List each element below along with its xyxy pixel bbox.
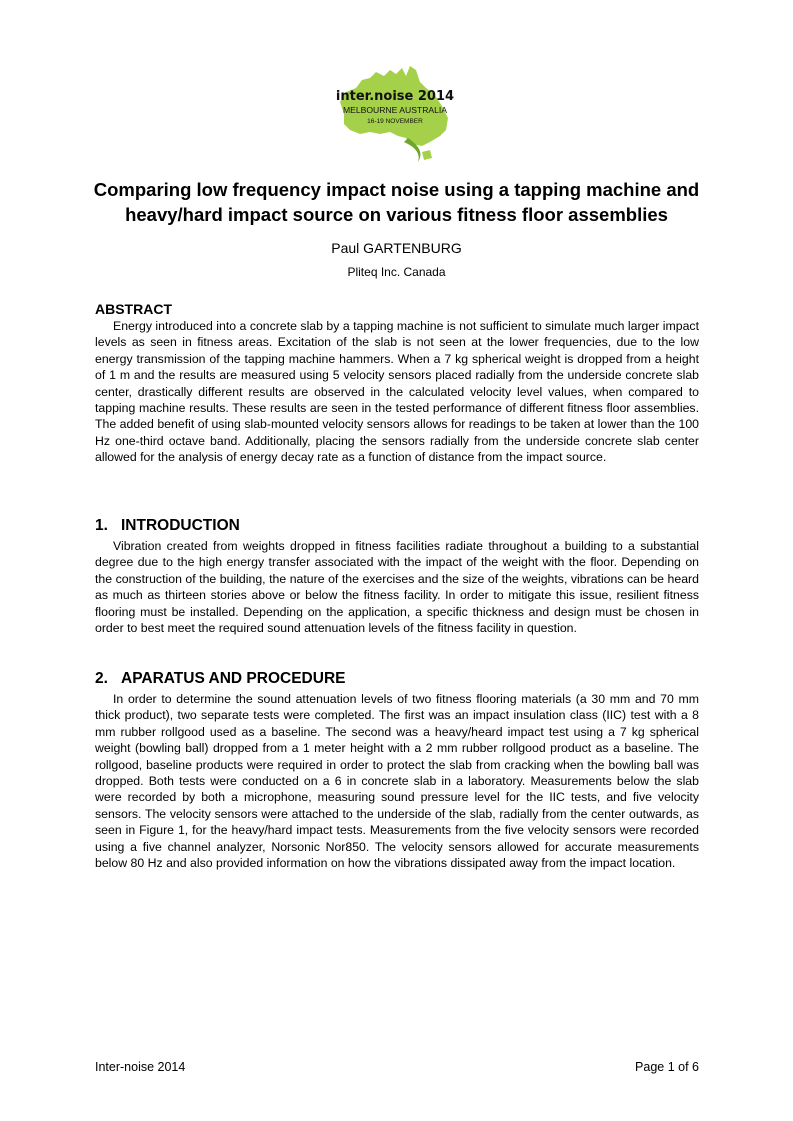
logo-line1: inter.noise 2014 — [335, 89, 455, 104]
section-number: 2. — [95, 670, 108, 687]
conference-logo — [330, 62, 460, 164]
section-title: INTRODUCTION — [121, 517, 240, 534]
footer-conference: Inter-noise 2014 — [95, 1060, 186, 1074]
footer-page-number: Page 1 of 6 — [635, 1060, 699, 1074]
australia-map-icon — [330, 62, 460, 164]
author-affiliation: Pliteq Inc. Canada — [347, 265, 446, 279]
section-apparatus — [95, 669, 699, 871]
section-heading — [95, 516, 699, 536]
section-introduction — [95, 516, 699, 636]
section-heading — [95, 669, 699, 689]
tasmania-shape — [422, 150, 432, 160]
section-text: Vibration created from weights dropped in fitness facilities radiate throughout a building to a substantial degree due to the high energy transfer associated with the impact of the weight with the floor. Depending on the construction of the building, the nature of the exercises and the size of the weights, vibrations can be heard as much as thirteen stories above or below the fitness facility. In order to mitigate this issue, resilient fitness flooring must be installed. Depending on the application, a specific thickness and design must be chosen in order to best meet the required sound attenuation levels of the fitness facility in question. — [95, 539, 699, 636]
paper-title: Comparing low frequency impact noise using a tapping machine and heavy/hard impact source on various fitness floor assemblies — [93, 179, 700, 225]
abstract-heading: ABSTRACT — [95, 301, 172, 317]
abstract-text: Energy introduced into a concrete slab by a tapping machine is not sufficient to simulate much larger impact levels as seen in fitness areas. Excitation of the slab is not seen at the lower frequencies, due to the low energy transmission of the tapping machine hammers. When a 7 kg spherical weight is dropped from a height of 1 m and the results are measured using 5 velocity sensors placed radially from the underside concrete slab center, drastically different results are observed in the calculated velocity level values, when compared to tapping machine results. These results are seen in the tested performance of different fitness floor assemblies. The added benefit of using slab-mounted velocity sensors allows for readings to be taken at lower than the 100 Hz one-third octave band. Additionally, placing the sensors radially from the underside concrete slab center allowed for the analysis of energy decay rate as a function of distance from the impact source. — [95, 319, 699, 465]
logo-line2: MELBOURNE AUSTRALIA — [342, 105, 448, 115]
section-text: In order to determine the sound attenuation levels of two fitness flooring materials (a 30 mm and 70 mm thick product), two separate tests were completed. The first was an impact insulation class (IIC) test with a 8 mm rubber rollgood used as a baseline. The second was a heavy/heard impact test using a 7 kg spherical weight (bowling ball) dropped from a 1 meter height with a 2 mm rubber rollgood product as a baseline. The rollgood, baseline products were required in order to protect the slab from cracking when the bowling ball was dropped. Both tests were conducted on a 6 in concrete slab in a laboratory. Measurements below the slab were recorded by both a microphone, measuring sound pressure level for the IIC tests, and five velocity sensors. The velocity sensors were attached to the underside of the slab, radially from the center outwards, as seen in Figure 1, for the heavy/hard impact tests. Measurements from the five velocity sensors were recorded using a five channel analyzer, Norsonic Nor850. The velocity sensors allowed for accurate measurements below 80 Hz and also provided information on how the vibrations dissipated away from the impact location. — [95, 692, 699, 871]
section-title: APARATUS AND PROCEDURE — [121, 670, 346, 687]
abstract-section — [95, 300, 699, 466]
section-number: 1. — [95, 517, 108, 534]
logo-line3: 16-19 NOVEMBER — [367, 118, 423, 125]
author-name: Paul GARTENBURG — [331, 240, 462, 256]
